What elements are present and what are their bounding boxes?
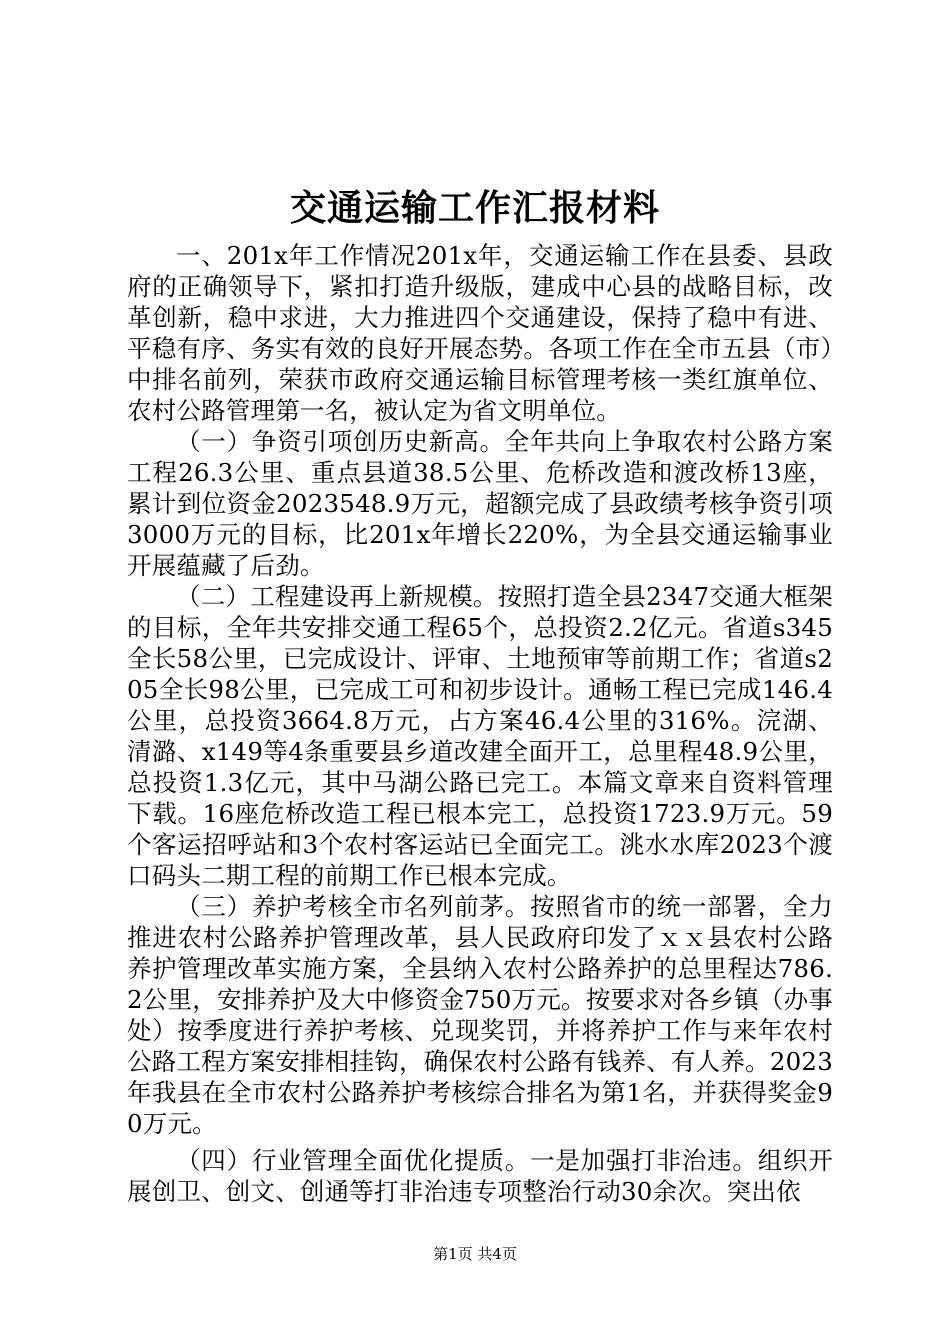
page-indicator: 第1页 共4页 <box>433 1245 517 1263</box>
paragraph-intro: 一、201x年工作情况201x年，交通运输工作在县委、县政府的正确领导下，紧扣打造升级版，建成中心县的战略目标，改革创新，稳中求进，大力推进四个交通建设，保持了稳中有进、平稳有序、务实有效的良好开展态势。各项工作在全市五县（市）中排名前列，荣获市政府交通运输目标管理考核一类红旗单位、农村公路管理第一名，被认定为省文明单位。 <box>127 241 833 425</box>
paragraph-funding: （一）争资引项创历史新高。全年共向上争取农村公路方案工程26.3公里、重点县道38.5公里、危桥改造和渡改桥13座，累计到位资金2023548.9万元，超额完成了县政绩考核争资引项3000万元的目标，比201x年增长220%，为全县交通运输事业开展蕴藏了后劲。 <box>127 427 833 580</box>
paragraph-management: （四）行业管理全面优化提质。一是加强打非治违。组织开展创卫、创文、创通等打非治违专项整治行动30余次。突出依 <box>127 1146 833 1206</box>
paragraph-maintenance: （三）养护考核全市名列前茅。按照省市的统一部署，全力推进农村公路养护管理改革，县人民政府印发了ｘｘ县农村公路养护管理改革实施方案，全县纳入农村公路养护的总里程达786.2公里，安排养护及大中修资金750万元。按要求对各乡镇（办事处）按季度进行养护考核、兑现奖罚，并将养护工作与来年农村公路工程方案安排相挂钩，确保农村公路有钱养、有人养。2023年我县在全市农村公路养护考核综合排名为第1名，并获得奖金90万元。 <box>127 892 833 1138</box>
paragraph-construction: （二）工程建设再上新规模。按照打造全县2347交通大框架的目标，全年共安排交通工程65个，总投资2.2亿元。省道s345全长58公里，已完成设计、评审、土地预审等前期工作；省道s205全长98公里，已完成工可和初步设计。通畅工程已完成146.4公里，总投资3664.8万元，占方案46.4公里的316%。浣湖、清潞、x149等4条重要县乡道改建全面开工，总里程48.9公里，总投资1.3亿元，其中马湖公路已完工。本篇文章来自资料管理下载。16座危桥改造工程已根本完工，总投资1723.9万元。59个客运招呼站和3个农村客运站已全面完工。洮水水库2023个渡口码头二期工程的前期工作已根本完成。 <box>127 582 833 890</box>
document-body <box>127 240 833 1207</box>
document-title: 交通运输工作汇报材料 <box>289 187 660 229</box>
